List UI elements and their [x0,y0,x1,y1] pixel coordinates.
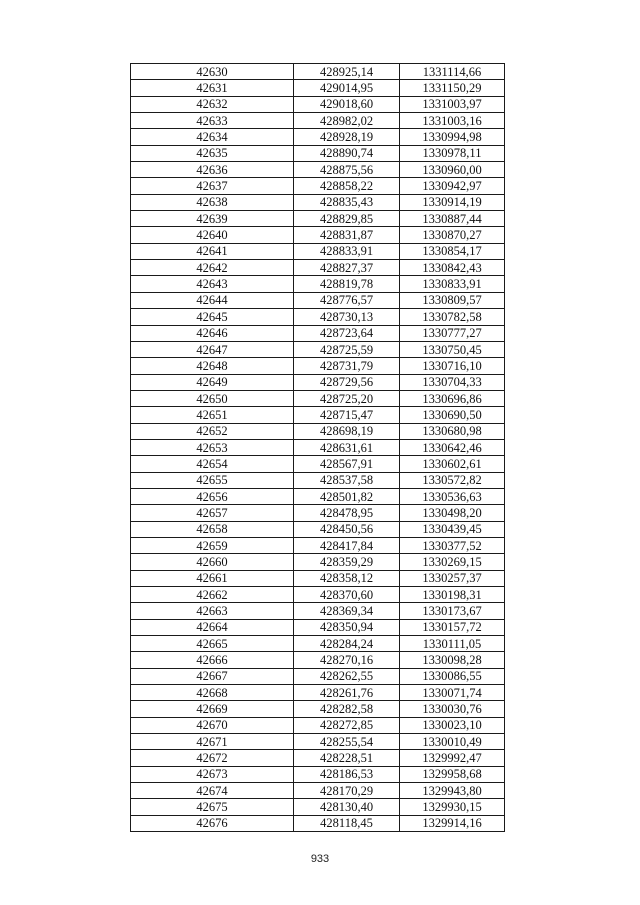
table-row [131,488,505,504]
x-coordinate-cell: 429014,95 [294,80,400,96]
point-number-cell: 42673 [131,766,294,782]
x-coordinate-cell: 428282,58 [294,701,400,717]
x-coordinate-cell: 428829,85 [294,211,400,227]
table-row [131,439,505,455]
point-number-cell: 42630 [131,64,294,80]
table-row [131,505,505,521]
x-coordinate-cell: 428875,56 [294,162,400,178]
table-row [131,341,505,357]
x-coordinate-cell: 428228,51 [294,750,400,766]
table-row [131,129,505,145]
table-row [131,145,505,161]
table-row [131,472,505,488]
y-coordinate-cell: 1329943,80 [400,783,505,799]
y-coordinate-cell: 1330257,37 [400,570,505,586]
x-coordinate-cell: 428170,29 [294,783,400,799]
table-row [131,113,505,129]
point-number-cell: 42636 [131,162,294,178]
point-number-cell: 42644 [131,292,294,308]
point-number-cell: 42667 [131,668,294,684]
x-coordinate-cell: 428858,22 [294,178,400,194]
y-coordinate-cell: 1330377,52 [400,537,505,553]
table-row [131,358,505,374]
point-number-cell: 42676 [131,815,294,831]
y-coordinate-cell: 1330030,76 [400,701,505,717]
y-coordinate-cell: 1330198,31 [400,587,505,603]
y-coordinate-cell: 1330696,86 [400,390,505,406]
table-row [131,374,505,390]
y-coordinate-cell: 1330498,20 [400,505,505,521]
x-coordinate-cell: 428359,29 [294,554,400,570]
point-number-cell: 42657 [131,505,294,521]
y-coordinate-cell: 1330157,72 [400,619,505,635]
table-row [131,815,505,831]
y-coordinate-cell: 1330690,50 [400,407,505,423]
x-coordinate-cell: 428729,56 [294,374,400,390]
x-coordinate-cell: 428118,45 [294,815,400,831]
x-coordinate-cell: 428186,53 [294,766,400,782]
table-row [131,80,505,96]
page-number: 933 [310,853,330,865]
point-number-cell: 42674 [131,783,294,799]
y-coordinate-cell: 1330809,57 [400,292,505,308]
point-number-cell: 42660 [131,554,294,570]
point-number-cell: 42648 [131,358,294,374]
point-number-cell: 42640 [131,227,294,243]
table-row [131,423,505,439]
x-coordinate-cell: 428370,60 [294,587,400,603]
x-coordinate-cell: 428731,79 [294,358,400,374]
table-row [131,717,505,733]
coordinates-table [130,63,505,832]
y-coordinate-cell: 1330782,58 [400,309,505,325]
table-row [131,799,505,815]
table-row [131,243,505,259]
point-number-cell: 42651 [131,407,294,423]
point-number-cell: 42646 [131,325,294,341]
y-coordinate-cell: 1330994,98 [400,129,505,145]
y-coordinate-cell: 1329958,68 [400,766,505,782]
point-number-cell: 42645 [131,309,294,325]
x-coordinate-cell: 428925,14 [294,64,400,80]
y-coordinate-cell: 1330978,11 [400,145,505,161]
point-number-cell: 42663 [131,603,294,619]
table-row [131,619,505,635]
y-coordinate-cell: 1330023,10 [400,717,505,733]
point-number-cell: 42659 [131,537,294,553]
y-coordinate-cell: 1330536,63 [400,488,505,504]
table-row [131,260,505,276]
table-row [131,734,505,750]
x-coordinate-cell: 428350,94 [294,619,400,635]
table-row [131,456,505,472]
x-coordinate-cell: 428715,47 [294,407,400,423]
x-coordinate-cell: 428567,91 [294,456,400,472]
x-coordinate-cell: 428725,20 [294,390,400,406]
point-number-cell: 42658 [131,521,294,537]
y-coordinate-cell: 1330842,43 [400,260,505,276]
table-row [131,766,505,782]
table-row [131,587,505,603]
table-row [131,554,505,570]
x-coordinate-cell: 428262,55 [294,668,400,684]
point-number-cell: 42642 [131,260,294,276]
point-number-cell: 42639 [131,211,294,227]
y-coordinate-cell: 1330111,05 [400,636,505,652]
y-coordinate-cell: 1330870,27 [400,227,505,243]
table-row [131,407,505,423]
table-row [131,276,505,292]
point-number-cell: 42643 [131,276,294,292]
table-row [131,390,505,406]
point-number-cell: 42675 [131,799,294,815]
y-coordinate-cell: 1330833,91 [400,276,505,292]
x-coordinate-cell: 428928,19 [294,129,400,145]
y-coordinate-cell: 1330642,46 [400,439,505,455]
point-number-cell: 42654 [131,456,294,472]
y-coordinate-cell: 1330942,97 [400,178,505,194]
y-coordinate-cell: 1331003,97 [400,96,505,112]
x-coordinate-cell: 428890,74 [294,145,400,161]
point-number-cell: 42634 [131,129,294,145]
point-number-cell: 42653 [131,439,294,455]
point-number-cell: 42664 [131,619,294,635]
x-coordinate-cell: 428833,91 [294,243,400,259]
point-number-cell: 42670 [131,717,294,733]
y-coordinate-cell: 1331150,29 [400,80,505,96]
x-coordinate-cell: 428284,24 [294,636,400,652]
y-coordinate-cell: 1330010,49 [400,734,505,750]
table-row [131,701,505,717]
table-row [131,783,505,799]
table-row [131,603,505,619]
x-coordinate-cell: 428723,64 [294,325,400,341]
point-number-cell: 42652 [131,423,294,439]
table-row [131,64,505,80]
x-coordinate-cell: 428270,16 [294,652,400,668]
point-number-cell: 42635 [131,145,294,161]
table-row [131,162,505,178]
table-row [131,178,505,194]
table-row [131,211,505,227]
x-coordinate-cell: 428831,87 [294,227,400,243]
coordinates-table-body [131,64,505,832]
y-coordinate-cell: 1330086,55 [400,668,505,684]
table-row [131,636,505,652]
point-number-cell: 42666 [131,652,294,668]
x-coordinate-cell: 428725,59 [294,341,400,357]
y-coordinate-cell: 1330750,45 [400,341,505,357]
table-row [131,570,505,586]
x-coordinate-cell: 428698,19 [294,423,400,439]
point-number-cell: 42671 [131,734,294,750]
x-coordinate-cell: 428982,02 [294,113,400,129]
table-row [131,194,505,210]
y-coordinate-cell: 1330071,74 [400,685,505,701]
x-coordinate-cell: 428776,57 [294,292,400,308]
y-coordinate-cell: 1330269,15 [400,554,505,570]
table-row [131,685,505,701]
point-number-cell: 42665 [131,636,294,652]
x-coordinate-cell: 428478,95 [294,505,400,521]
point-number-cell: 42633 [131,113,294,129]
y-coordinate-cell: 1330680,98 [400,423,505,439]
table-row [131,750,505,766]
x-coordinate-cell: 428130,40 [294,799,400,815]
table-row [131,309,505,325]
x-coordinate-cell: 428358,12 [294,570,400,586]
y-coordinate-cell: 1330960,00 [400,162,505,178]
point-number-cell: 42649 [131,374,294,390]
point-number-cell: 42656 [131,488,294,504]
point-number-cell: 42662 [131,587,294,603]
y-coordinate-cell: 1330777,27 [400,325,505,341]
table-row [131,292,505,308]
table-row [131,325,505,341]
y-coordinate-cell: 1330914,19 [400,194,505,210]
x-coordinate-cell: 428369,34 [294,603,400,619]
point-number-cell: 42647 [131,341,294,357]
y-coordinate-cell: 1330572,82 [400,472,505,488]
x-coordinate-cell: 428631,61 [294,439,400,455]
table-row [131,521,505,537]
x-coordinate-cell: 428417,84 [294,537,400,553]
x-coordinate-cell: 428730,13 [294,309,400,325]
point-number-cell: 42631 [131,80,294,96]
table-row [131,537,505,553]
point-number-cell: 42650 [131,390,294,406]
point-number-cell: 42641 [131,243,294,259]
point-number-cell: 42637 [131,178,294,194]
table-row [131,652,505,668]
x-coordinate-cell: 428835,43 [294,194,400,210]
point-number-cell: 42632 [131,96,294,112]
x-coordinate-cell: 428537,58 [294,472,400,488]
point-number-cell: 42655 [131,472,294,488]
table-row [131,668,505,684]
y-coordinate-cell: 1330098,28 [400,652,505,668]
table-row [131,227,505,243]
x-coordinate-cell: 428255,54 [294,734,400,750]
x-coordinate-cell: 428827,37 [294,260,400,276]
y-coordinate-cell: 1329992,47 [400,750,505,766]
point-number-cell: 42638 [131,194,294,210]
point-number-cell: 42672 [131,750,294,766]
x-coordinate-cell: 428819,78 [294,276,400,292]
x-coordinate-cell: 428261,76 [294,685,400,701]
y-coordinate-cell: 1330854,17 [400,243,505,259]
y-coordinate-cell: 1330716,10 [400,358,505,374]
y-coordinate-cell: 1330887,44 [400,211,505,227]
y-coordinate-cell: 1331114,66 [400,64,505,80]
table-row [131,96,505,112]
x-coordinate-cell: 429018,60 [294,96,400,112]
y-coordinate-cell: 1329930,15 [400,799,505,815]
point-number-cell: 42668 [131,685,294,701]
y-coordinate-cell: 1330173,67 [400,603,505,619]
x-coordinate-cell: 428272,85 [294,717,400,733]
x-coordinate-cell: 428450,56 [294,521,400,537]
x-coordinate-cell: 428501,82 [294,488,400,504]
y-coordinate-cell: 1329914,16 [400,815,505,831]
y-coordinate-cell: 1331003,16 [400,113,505,129]
y-coordinate-cell: 1330704,33 [400,374,505,390]
y-coordinate-cell: 1330602,61 [400,456,505,472]
point-number-cell: 42669 [131,701,294,717]
y-coordinate-cell: 1330439,45 [400,521,505,537]
point-number-cell: 42661 [131,570,294,586]
